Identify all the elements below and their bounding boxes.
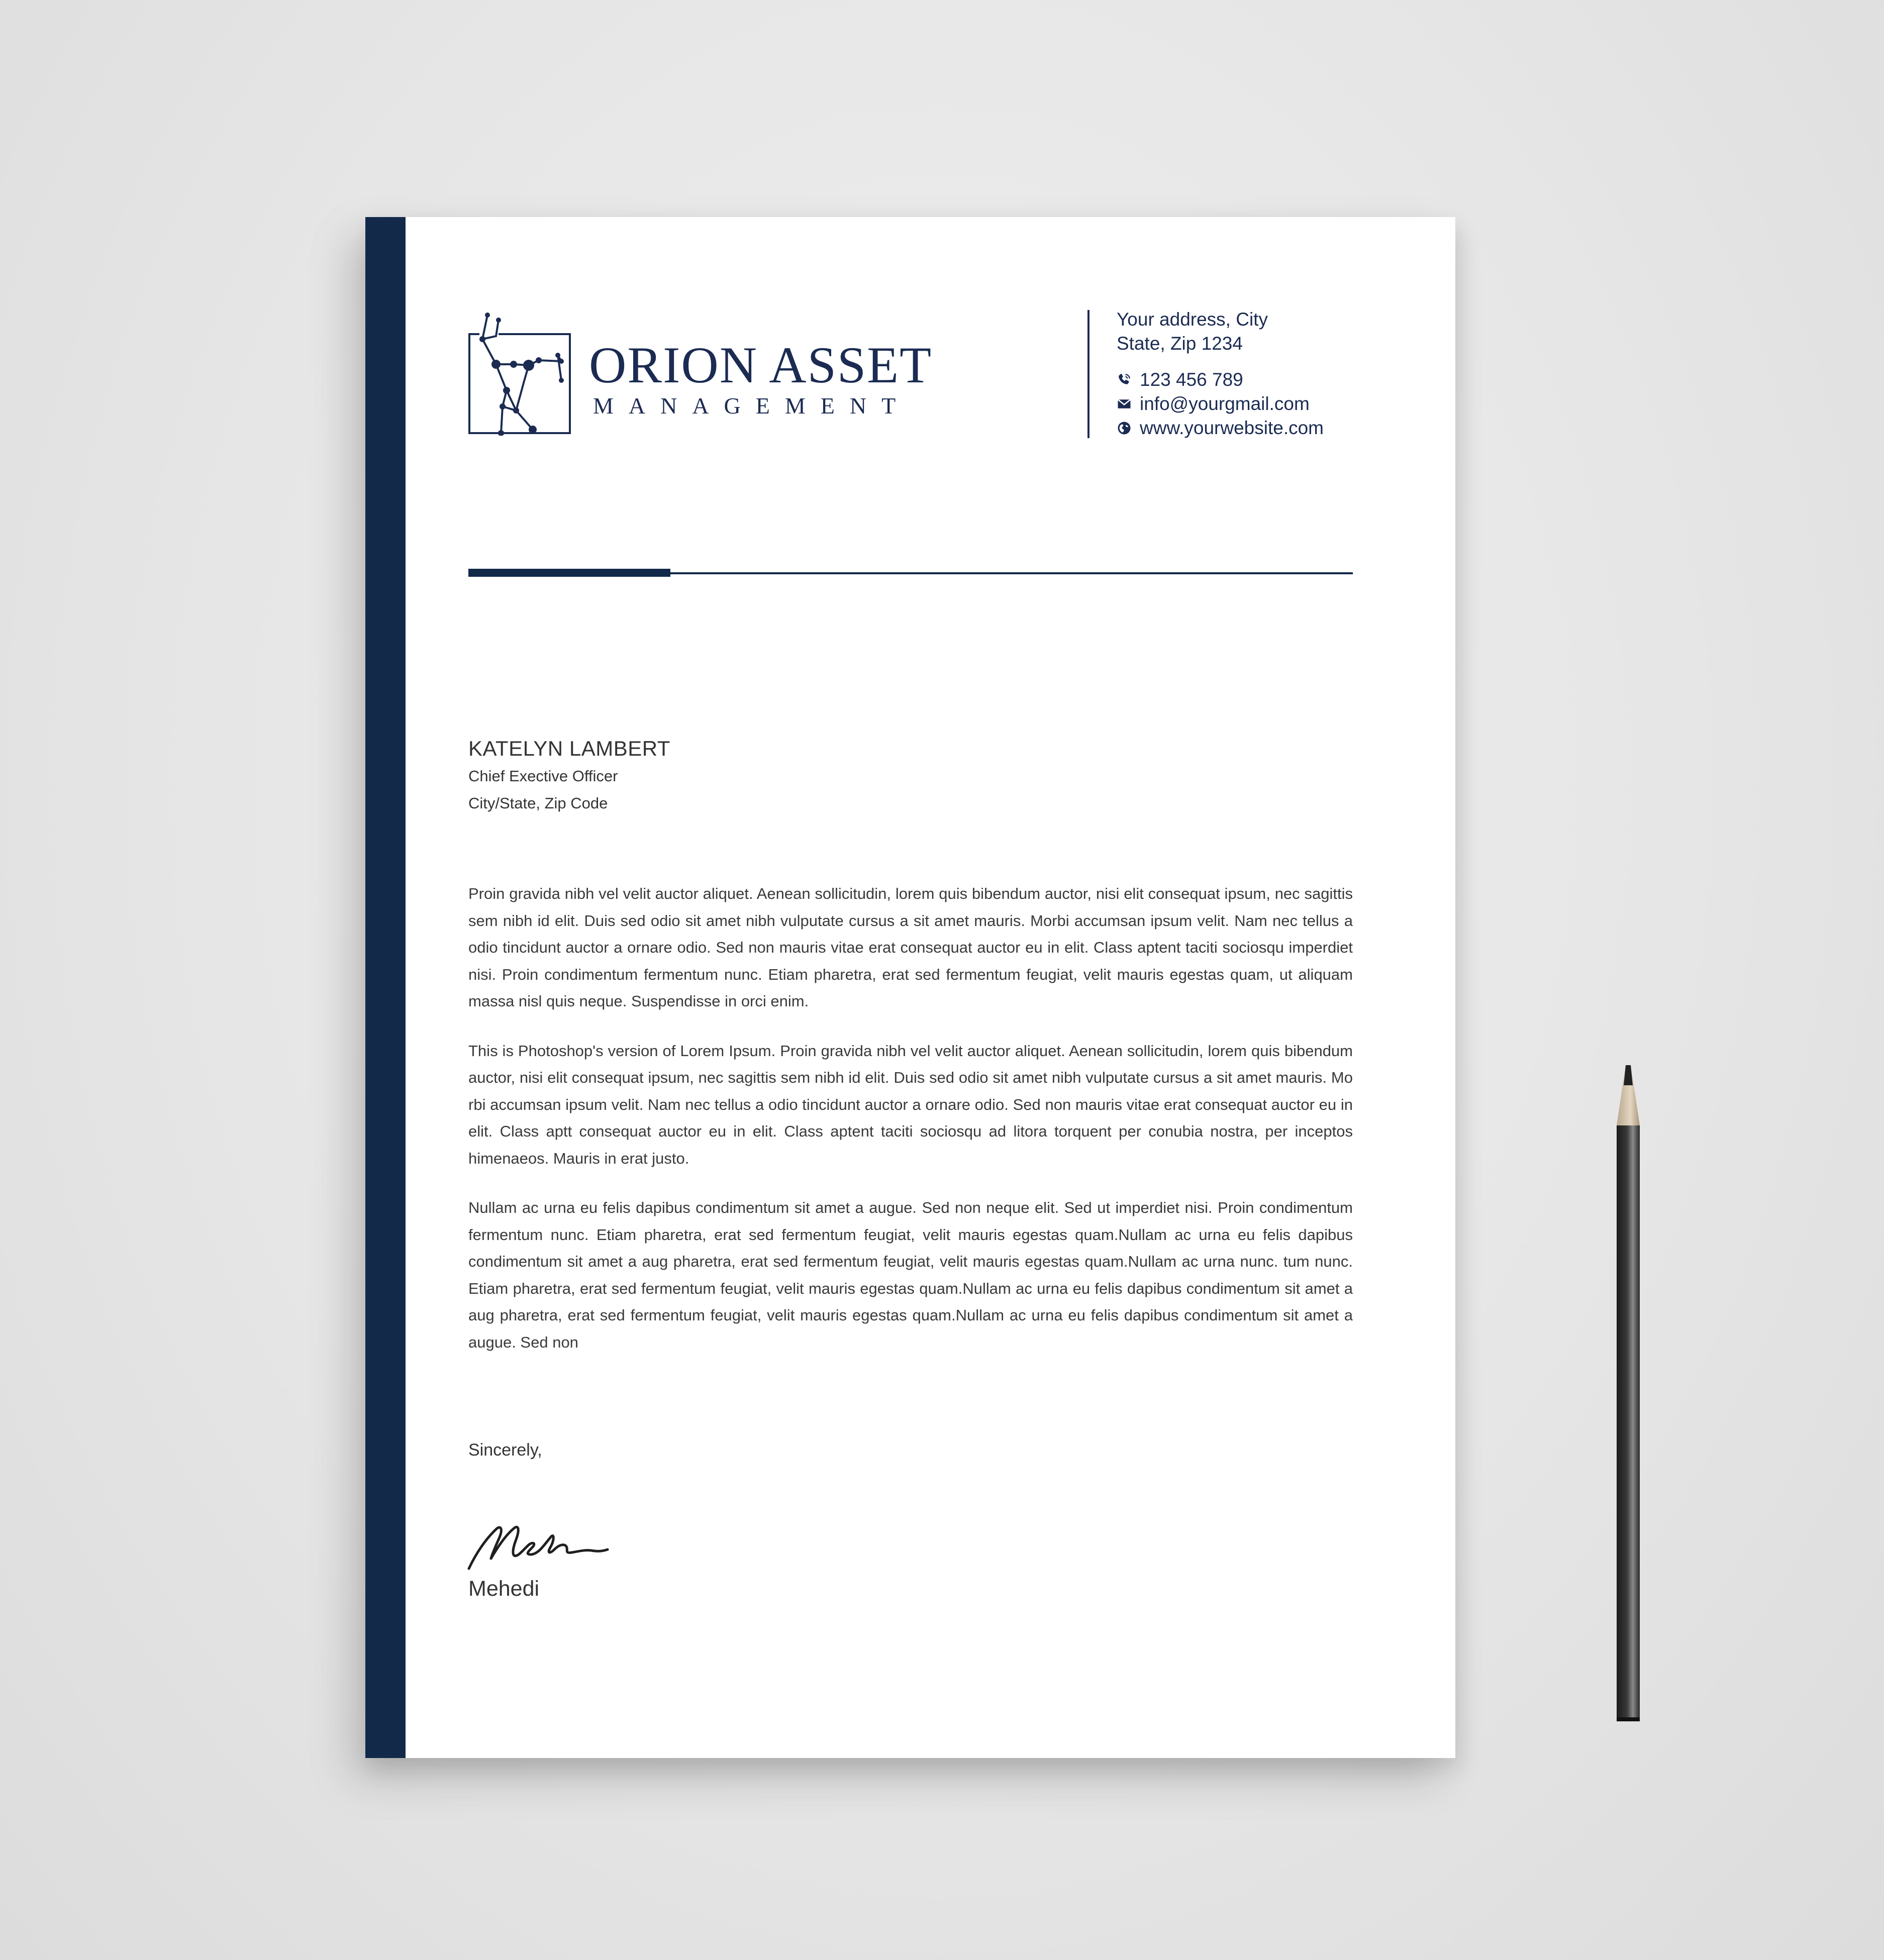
letter-body xyxy=(468,880,1353,1378)
closing-salutation: Sincerely, xyxy=(468,1440,542,1460)
recipient-block xyxy=(468,735,670,817)
company-name: ORION ASSET xyxy=(589,337,933,394)
company-subtitle: MANAGEMENT xyxy=(593,393,911,419)
contact-phone-row xyxy=(1117,368,1324,392)
phone-icon xyxy=(1117,372,1132,387)
letterhead-paper xyxy=(365,217,1455,1758)
handwritten-signature xyxy=(466,1518,609,1574)
recipient-name: KATELYN LAMBERT xyxy=(468,737,670,760)
header-vertical-divider xyxy=(1087,310,1089,438)
orion-constellation-logo-icon xyxy=(468,310,574,436)
envelope-icon xyxy=(1117,396,1132,411)
body-paragraph-1: Proin gravida nibh vel velit auctor aliquet. Aenean sollicitudin, lorem quis bibendum auctor, nisi elit consequat ipsum, nec sagittis sem nibh id elit. Duis sed odio sit amet nibh vulputate cursus a sit amet mauris. Morbi accumsan ipsum velit. Nam nec tellus a odio tincidunt auctor a ornare odio. Sed non mauris vitae erat consequat auctor eu in elit. Class aptent taciti sociosqu imperdiet nisi. Proin condimentum fermentum nunc. Etiam pharetra, erat sed fermentum feugiat, velit mauris egestas quam, ut aliquam massa nisl quis neque. Suspendisse in orci enim. xyxy=(468,885,1353,1010)
address-line-2: State, Zip 1234 xyxy=(1117,333,1243,354)
body-paragraph-3: Nullam ac urna eu felis dapibus condimentum sit amet a augue. Sed non neque elit. Sed ut imperdiet nisi. Proin condimentum fermentum nunc. Etiam pharetra, erat sed fermentum feugiat, velit mauris egestas quam.Nullam ac urna eu felis dapibus condimentum sit amet a aug pharetra, erat sed fermentum feugiat, velit mauris egestas quam.Nullam ac urna nunc. tum nunc. Etiam pharetra, erat sed fermentum feugiat, velit mauris egestas quam.Nullam ac urna eu felis dapibus condimentum sit amet a aug pharetra, erat sed fermentum feugiat, velit mauris egestas quam.Nullam ac urna eu felis dapibus condimentum sit amet a augue. Sed non xyxy=(468,1199,1353,1351)
globe-icon xyxy=(1117,421,1132,436)
company-brand xyxy=(589,338,956,419)
contact-block xyxy=(1117,307,1324,440)
contact-email: info@yourgmail.com xyxy=(1140,393,1310,414)
contact-website: www.yourwebsite.com xyxy=(1140,418,1324,438)
contact-email-row xyxy=(1117,392,1324,416)
pencil-icon xyxy=(1616,1065,1641,1723)
recipient-title: Chief Exective Officer xyxy=(468,767,618,785)
paper-sidebar-band xyxy=(365,217,406,1758)
address-line-1: Your address, City xyxy=(1117,309,1268,330)
header-rule-accent xyxy=(468,569,670,577)
recipient-location: City/State, Zip Code xyxy=(468,794,608,812)
contact-website-row xyxy=(1117,416,1324,440)
contact-phone: 123 456 789 xyxy=(1140,369,1243,390)
signer-name: Mehedi xyxy=(468,1577,540,1601)
body-paragraph-2: This is Photoshop's version of Lorem Ipsum. Proin gravida nibh vel velit auctor aliquet. Aenean sollicitudin, lorem quis bibendum auctor, nisi elit consequat ipsum, nec sagittis sem nibh id elit. Duis sed odio sit amet nibh vulputate cursus a sit amet mauris. Mo rbi accumsan ipsum velit. Nam nec tellus a odio tincidunt auctor a ornare odio. Sed non mauris vitae erat consequat auctor eu in elit. Class aptt consequat auctor eu in elit. Class aptent taciti sociosqu ad litora torquent per conubia nostra, per inceptos himenaeos. Mauris in erat justo. xyxy=(468,1042,1353,1167)
